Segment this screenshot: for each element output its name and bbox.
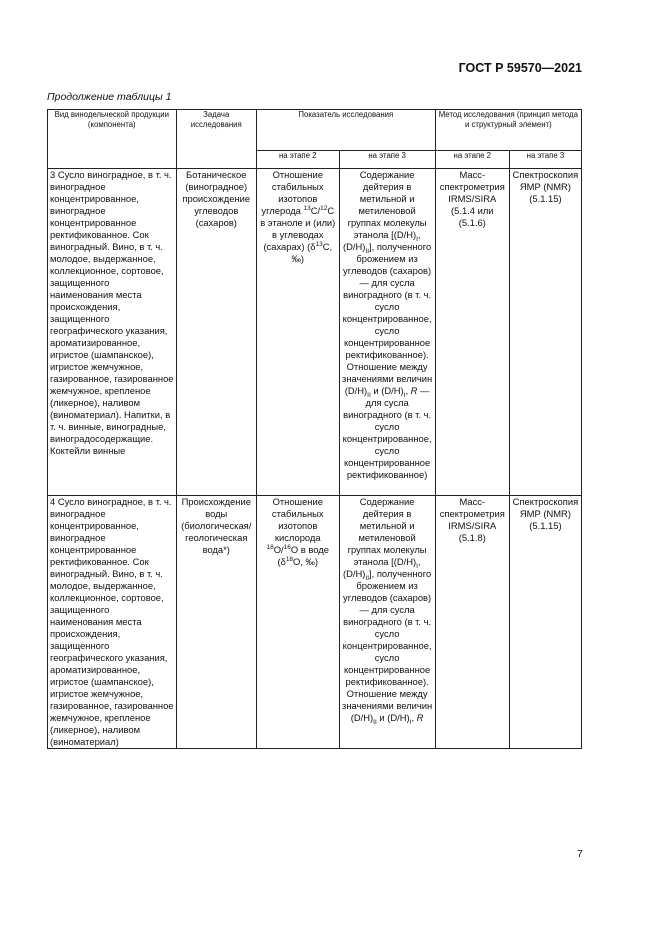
table-header-row: [48, 110, 582, 151]
table-row: [48, 496, 582, 749]
indicator-stage3-cell: Содержание дейтерия в метильной и метиленовой группах молекулы этанола [$(D/H)_I$, $(D/H)_{II}$], полученного брожением из углеводов (сахаров) — для сусла виноградного (в т. ч. сусло концентрированное, сусло концентрированное ректификованное). Отношение между значениями величин $(D/H)_{II}$ и $(D/H)_I$, R — для сусла виноградного (в т. ч. сусло концентрированное, сусло концентрированное ректификованное): [339, 169, 435, 496]
data-table: [47, 109, 582, 749]
product-cell: 4 Сусло виноградное, в т. ч. виноградное концентрированное, виноградное концентрированное ректификованное. Сок виноградный. Вино, в т. ч. молодое, выдержанное, коллекционное, сортовое, защищенного наименования места происхождения, защищенного географического указания, ароматизированное, игристое (шампанское), игристое жемчужное, газированное, газированное жемчужное, крепленое (ликерное), наливом (виноматериал): [48, 496, 177, 749]
method-stage3-cell: Спектроскопия ЯМР (NMR) (5.1.15): [509, 169, 581, 496]
header-indicator-stage2: на этапе 2: [256, 151, 339, 169]
method-stage2-cell: Масс-спектрометрия IRMS/SIRA (5.1.8): [435, 496, 509, 749]
header-task: Задача исследования: [176, 110, 256, 169]
header-method-stage2: на этапе 2: [435, 151, 509, 169]
header-indicator: Показатель исследования: [256, 110, 435, 151]
table-caption: Продолжение таблицы 1: [47, 91, 172, 103]
page-number: 7: [577, 848, 583, 860]
method-stage2-cell: Масс-спектрометрия IRMS/SIRA (5.1.4 или (5.1.6): [435, 169, 509, 496]
indicator-stage3-cell: Содержание дейтерия в метильной и метиленовой группах молекулы этанола [$(D/H)_I$, $(D/H)_{II}$], полученного брожением из углеводов (сахаров) — для сусла виноградного (в т. ч. сусло концентрированное, сусло концентрированное ректификованное). Отношение между значениями величин $(D/H)_{II}$ и $(D/H)_I$, R: [339, 496, 435, 749]
table-row: [48, 169, 582, 496]
indicator-stage2-cell: Отношение стабильных изотопов углерода $^{13}$C/$^{12}$C в этаноле и (или) в углеводах (сахарах) ($\delta^{13}C$, ‰): [256, 169, 339, 496]
header-method: Метод исследования (принцип метода и структурный элемент): [435, 110, 581, 151]
header-method-stage3: на этапе 3: [509, 151, 581, 169]
task-cell: Ботаническое (виноградное) происхождение углеводов (сахаров): [176, 169, 256, 496]
document-code: ГОСТ Р 59570—2021: [458, 61, 582, 75]
task-cell: Происхождение воды (биологическая/геологическая вода*): [176, 496, 256, 749]
indicator-stage2-cell: Отношение стабильных изотопов кислорода $^{18}$O/$^{16}$O в воде ($\delta^{18}O$, ‰): [256, 496, 339, 749]
product-cell: 3 Сусло виноградное, в т. ч. виноградное концентрированное, виноградное концентрированное ректификованное. Сок виноградный. Вино, в т. ч. молодое, выдержанное, коллекционное, сортовое, защищенного наименования места происхождения, защищенного географического указания, ароматизированное, игристое (шампанское), игристое жемчужное, газированное, газированное жемчужное, крепленое (ликерное), наливом (виноматериал). Напитки, в т. ч. винные, виноградные, виноградосодержащие. Коктейли винные: [48, 169, 177, 496]
header-indicator-stage3: на этапе 3: [339, 151, 435, 169]
method-stage3-cell: Спектроскопия ЯМР (NMR) (5.1.15): [509, 496, 581, 749]
header-product: Вид винодельческой продукции (компонента): [48, 110, 177, 169]
